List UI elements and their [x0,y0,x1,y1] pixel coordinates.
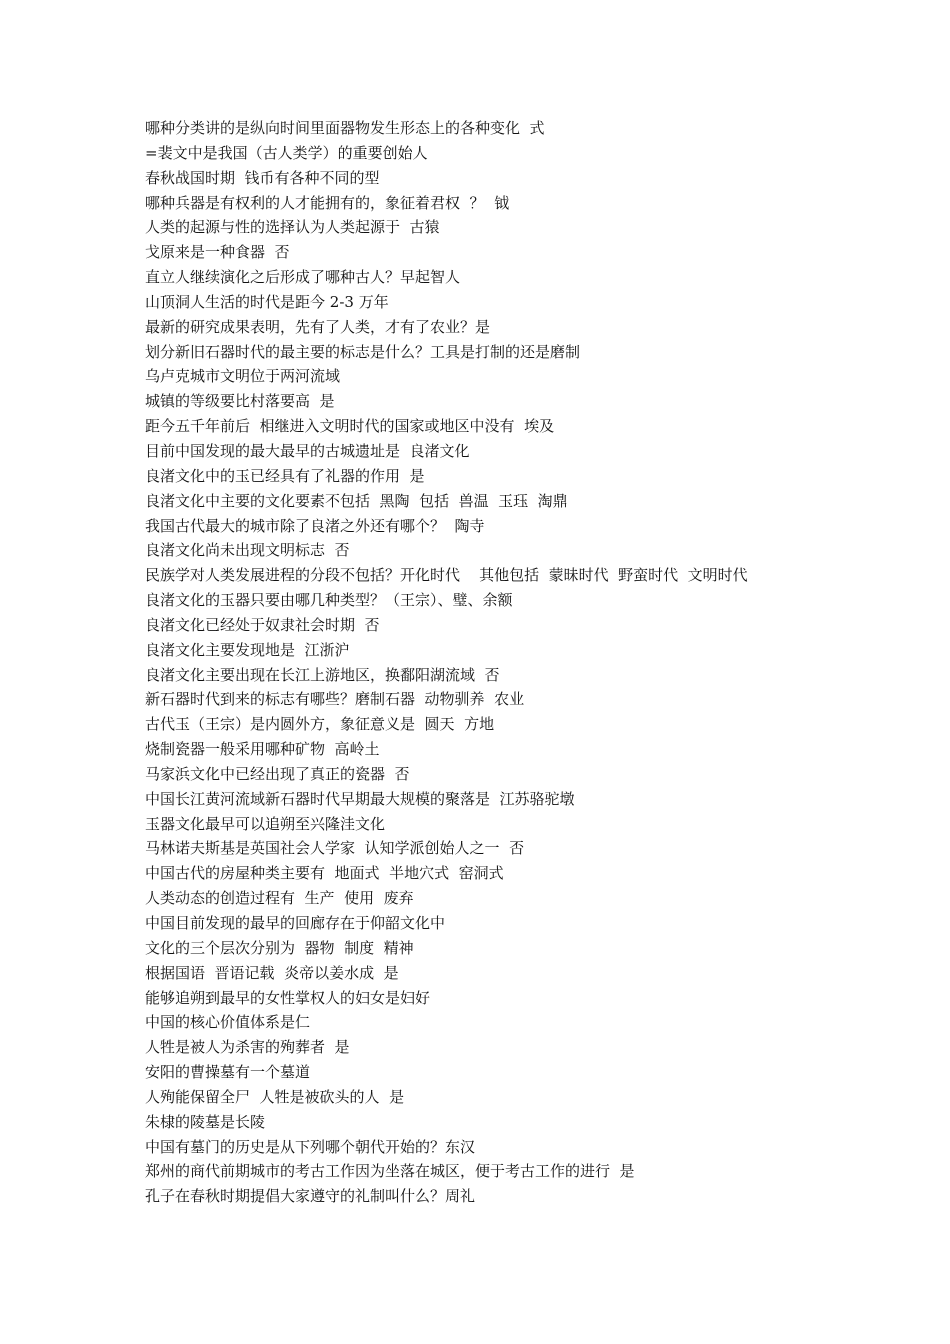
text-line: 中国古代的房屋种类主要有 地面式 半地穴式 窑洞式 [145,864,504,883]
text-line: 良渚文化已经处于奴隶社会时期 否 [145,615,380,634]
text-line: 郑州的商代前期城市的考古工作因为坐落在城区，便于考古工作的进行 是 [145,1162,635,1181]
text-line: 玉器文化最早可以追朔至兴隆洼文化 [145,814,386,833]
text-line: 中国有墓门的历史是从下列哪个朝代开始的？东汉 [145,1137,476,1156]
text-line: 孔子在春秋时期提倡大家遵守的礼制叫什么？周礼 [145,1187,476,1206]
text-line: 人牲是被人为杀害的殉葬者 是 [145,1038,350,1057]
text-line: 人类的起源与性的选择认为人类起源于 古猿 [145,218,440,237]
text-line: 新石器时代到来的标志有哪些？磨制石器 动物驯养 农业 [145,690,525,709]
text-line: 人殉能保留全尸 人牲是被砍头的人 是 [145,1087,405,1106]
text-line: 距今五千年前后 相继进入文明时代的国家或地区中没有 埃及 [145,417,555,436]
text-line: 中国目前发现的最早的回廊存在于仰韶文化中 [145,914,446,932]
text-line: 良渚文化中的玉已经具有了礼器的作用 是 [145,466,425,485]
text-line: 目前中国发现的最大最早的古城遗址是 良渚文化 [145,441,470,460]
text-line: 良渚文化中主要的文化要素不包括 黑陶 包括 兽温 玉珏 淘鼎 [145,491,568,510]
text-line: 民族学对人类发展进程的分段不包括？开化时代 其他包括 蒙昧时代 野蛮时代 文明时代 [145,566,748,585]
document-text-lines [145,116,935,1209]
text-line: 乌卢克城市文明位于两河流域 [145,367,341,386]
text-line: 人类动态的创造过程有 生产 使用 废弃 [145,889,414,908]
text-line: 直立人继续演化之后形成了哪种古人？早起智人 [145,268,461,287]
text-line: 马家浜文化中已经出现了真正的瓷器 否 [145,764,410,783]
text-line: 良渚文化主要发现地是 江浙沪 [145,640,350,659]
text-line: 古代玉（王宗）是内圆外方，象征意义是 圆天 方地 [145,715,495,734]
text-line: 春秋战国时期 钱币有各种不同的型 [145,168,380,187]
text-line: 安阳的曹操墓有一个墓道 [145,1063,311,1082]
text-line: 马林诺夫斯基是英国社会人学家 认知学派创始人之一 否 [145,839,525,858]
text-line: 良渚文化尚未出现文明标志 否 [145,541,350,560]
text-line: 城镇的等级要比村落要高 是 [145,392,335,411]
text-line: 烧制瓷器一般采用哪种矿物 高岭土 [145,740,380,759]
text-line: 朱棣的陵墓是长陵 [145,1112,266,1131]
text-line: 根据国语 晋语记载 炎帝以姜水成 是 [145,963,399,982]
text-line: 中国长江黄河流域新石器时代早期最大规模的聚落是 江苏骆驼墩 [145,789,575,808]
text-line: 哪种兵器是有权利的人才能拥有的，象征着君权 ？ 钺 [145,193,510,212]
text-line: 最新的研究成果表明，先有了人类，才有了农业？是 [145,317,491,336]
text-line: 良渚文化的玉器只要由哪几种类型？（王宗）、璧、余额 [145,591,513,610]
text-line: 哪种分类讲的是纵向时间里面器物发生形态上的各种变化 式 [145,119,545,137]
text-line: 良渚文化主要出现在长江上游地区，换鄱阳湖流域 否 [145,665,500,684]
text-line: 山顶洞人生活的时代是距今 2-3 万年 [145,292,389,311]
text-line: 戈原来是一种食器 否 [145,243,290,262]
text-line: 中国的核心价值体系是仁 [145,1013,311,1032]
text-line: 划分新旧石器时代的最主要的标志是什么？工具是打制的还是磨制 [145,342,581,361]
text-line: 文化的三个层次分别为 器物 制度 精神 [145,938,414,957]
text-line: 能够追朔到最早的女性掌权人的妇女是妇好 [145,988,431,1007]
text-line: 我国古代最大的城市除了良渚之外还有哪个？ 陶寺 [145,516,485,535]
text-line: =裴文中是我国（古人类学）的重要创始人 [145,143,428,162]
